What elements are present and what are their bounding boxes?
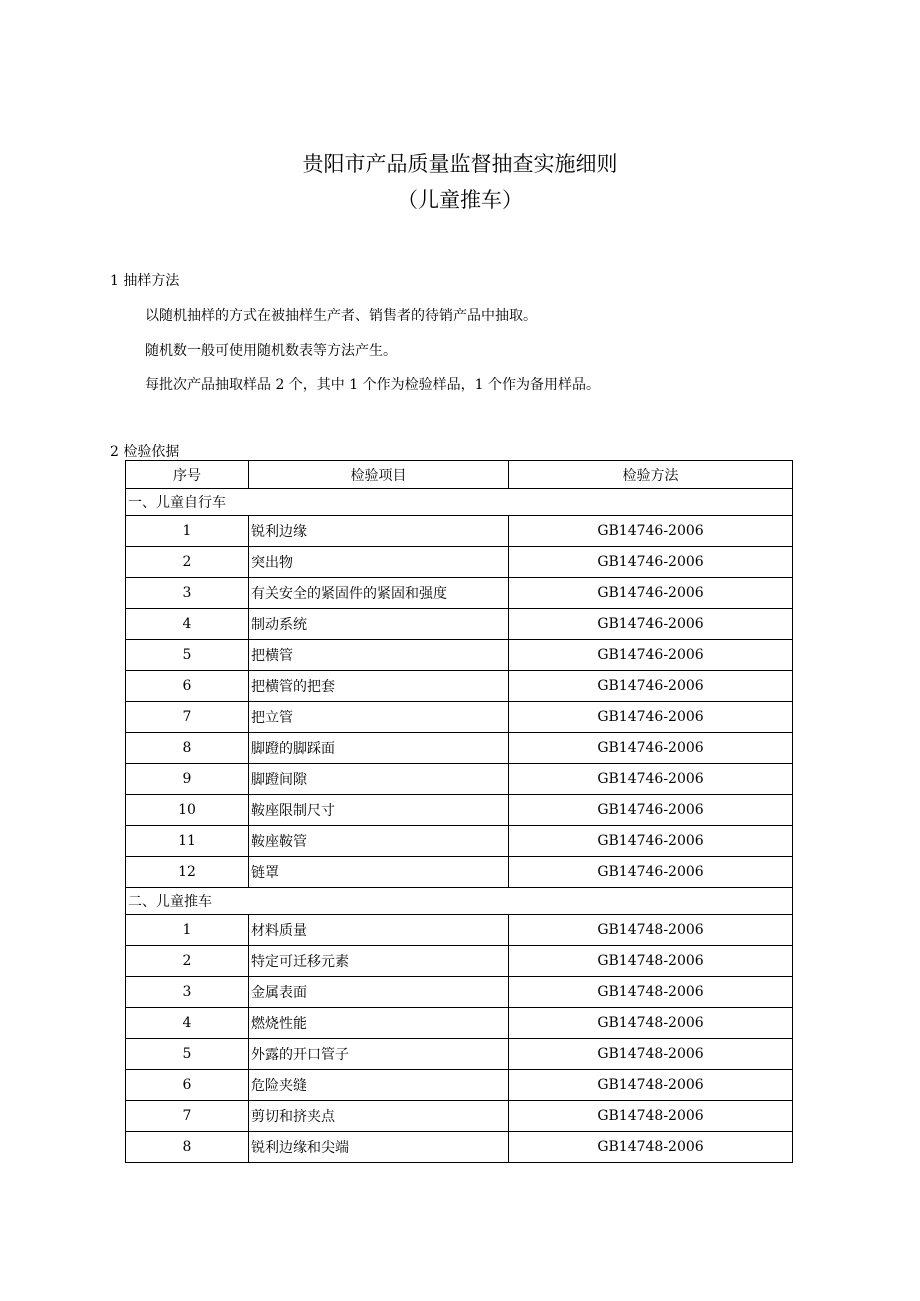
item-cell: 鞍座鞍管 (249, 826, 509, 857)
table-row (126, 795, 793, 826)
method-cell: GB14748-2006 (509, 977, 793, 1008)
table-row (126, 733, 793, 764)
item-cell: 突出物 (249, 547, 509, 578)
item-cell: 把横管 (249, 640, 509, 671)
serial-cell: 5 (126, 1039, 249, 1070)
table-row (126, 764, 793, 795)
table-row (126, 1008, 793, 1039)
header-serial: 序号 (126, 461, 249, 489)
method-cell: GB14746-2006 (509, 857, 793, 888)
table-row (126, 547, 793, 578)
inspection-table (125, 460, 793, 1163)
item-cell: 脚蹬间隙 (249, 764, 509, 795)
method-cell: GB14746-2006 (509, 578, 793, 609)
sampling-paragraph: 随机数一般可使用随机数表等方法产生。 (145, 343, 397, 359)
item-cell: 把立管 (249, 702, 509, 733)
method-cell: GB14746-2006 (509, 640, 793, 671)
serial-cell: 2 (126, 547, 249, 578)
item-cell: 剪切和挤夹点 (249, 1101, 509, 1132)
table-row (126, 1132, 793, 1163)
serial-cell: 8 (126, 733, 249, 764)
item-cell: 锐利边缘 (249, 516, 509, 547)
group-row (126, 489, 793, 516)
item-cell: 特定可迁移元素 (249, 946, 509, 977)
serial-cell: 1 (126, 915, 249, 946)
method-cell: GB14746-2006 (509, 764, 793, 795)
table-row (126, 1070, 793, 1101)
method-cell: GB14746-2006 (509, 609, 793, 640)
table-row (126, 640, 793, 671)
table-row (126, 977, 793, 1008)
table-row (126, 1039, 793, 1070)
serial-cell: 4 (126, 609, 249, 640)
serial-cell: 6 (126, 671, 249, 702)
method-cell: GB14748-2006 (509, 1070, 793, 1101)
item-cell: 有关安全的紧固件的紧固和强度 (249, 578, 509, 609)
method-cell: GB14746-2006 (509, 671, 793, 702)
table-row (126, 702, 793, 733)
method-cell: GB14748-2006 (509, 1101, 793, 1132)
serial-cell: 2 (126, 946, 249, 977)
table-row (126, 578, 793, 609)
item-cell: 制动系统 (249, 609, 509, 640)
serial-cell: 8 (126, 1132, 249, 1163)
serial-cell: 9 (126, 764, 249, 795)
item-cell: 锐利边缘和尖端 (249, 1132, 509, 1163)
item-cell: 危险夹缝 (249, 1070, 509, 1101)
document-title: 贵阳市产品质量监督抽查实施细则 (302, 152, 618, 176)
document-subtitle: （儿童推车） (397, 188, 523, 212)
serial-cell: 5 (126, 640, 249, 671)
group-title: 二、儿童推车 (126, 888, 793, 915)
item-cell: 脚蹬的脚踩面 (249, 733, 509, 764)
table-row (126, 826, 793, 857)
table-header-row (126, 461, 793, 489)
section-heading-sampling: 1 抽样方法 (110, 273, 180, 289)
item-cell: 材料质量 (249, 915, 509, 946)
table-body (126, 489, 793, 1163)
method-cell: GB14748-2006 (509, 1008, 793, 1039)
serial-cell: 11 (126, 826, 249, 857)
sampling-paragraph: 每批次产品抽取样品 2 个，其中 1 个作为检验样品，1 个作为备用样品。 (145, 377, 600, 393)
method-cell: GB14746-2006 (509, 795, 793, 826)
serial-cell: 7 (126, 1101, 249, 1132)
item-cell: 外露的开口管子 (249, 1039, 509, 1070)
item-cell: 链罩 (249, 857, 509, 888)
method-cell: GB14748-2006 (509, 946, 793, 977)
serial-cell: 6 (126, 1070, 249, 1101)
method-cell: GB14748-2006 (509, 1039, 793, 1070)
group-row (126, 888, 793, 915)
method-cell: GB14746-2006 (509, 733, 793, 764)
item-cell: 燃烧性能 (249, 1008, 509, 1039)
serial-cell: 12 (126, 857, 249, 888)
method-cell: GB14746-2006 (509, 516, 793, 547)
item-cell: 鞍座限制尺寸 (249, 795, 509, 826)
table-row (126, 915, 793, 946)
item-cell: 金属表面 (249, 977, 509, 1008)
serial-cell: 3 (126, 977, 249, 1008)
section-heading-basis: 2 检验依据 (110, 444, 180, 460)
table-row (126, 609, 793, 640)
table-row (126, 946, 793, 977)
table-row (126, 671, 793, 702)
serial-cell: 7 (126, 702, 249, 733)
header-method: 检验方法 (509, 461, 793, 489)
table-row (126, 516, 793, 547)
sampling-paragraph: 以随机抽样的方式在被抽样生产者、销售者的待销产品中抽取。 (145, 308, 537, 324)
method-cell: GB14746-2006 (509, 547, 793, 578)
method-cell: GB14746-2006 (509, 826, 793, 857)
table-row (126, 1101, 793, 1132)
serial-cell: 1 (126, 516, 249, 547)
method-cell: GB14748-2006 (509, 1132, 793, 1163)
method-cell: GB14746-2006 (509, 702, 793, 733)
serial-cell: 3 (126, 578, 249, 609)
group-title: 一、儿童自行车 (126, 489, 793, 516)
header-item: 检验项目 (249, 461, 509, 489)
item-cell: 把横管的把套 (249, 671, 509, 702)
serial-cell: 4 (126, 1008, 249, 1039)
method-cell: GB14748-2006 (509, 915, 793, 946)
serial-cell: 10 (126, 795, 249, 826)
table-row (126, 857, 793, 888)
